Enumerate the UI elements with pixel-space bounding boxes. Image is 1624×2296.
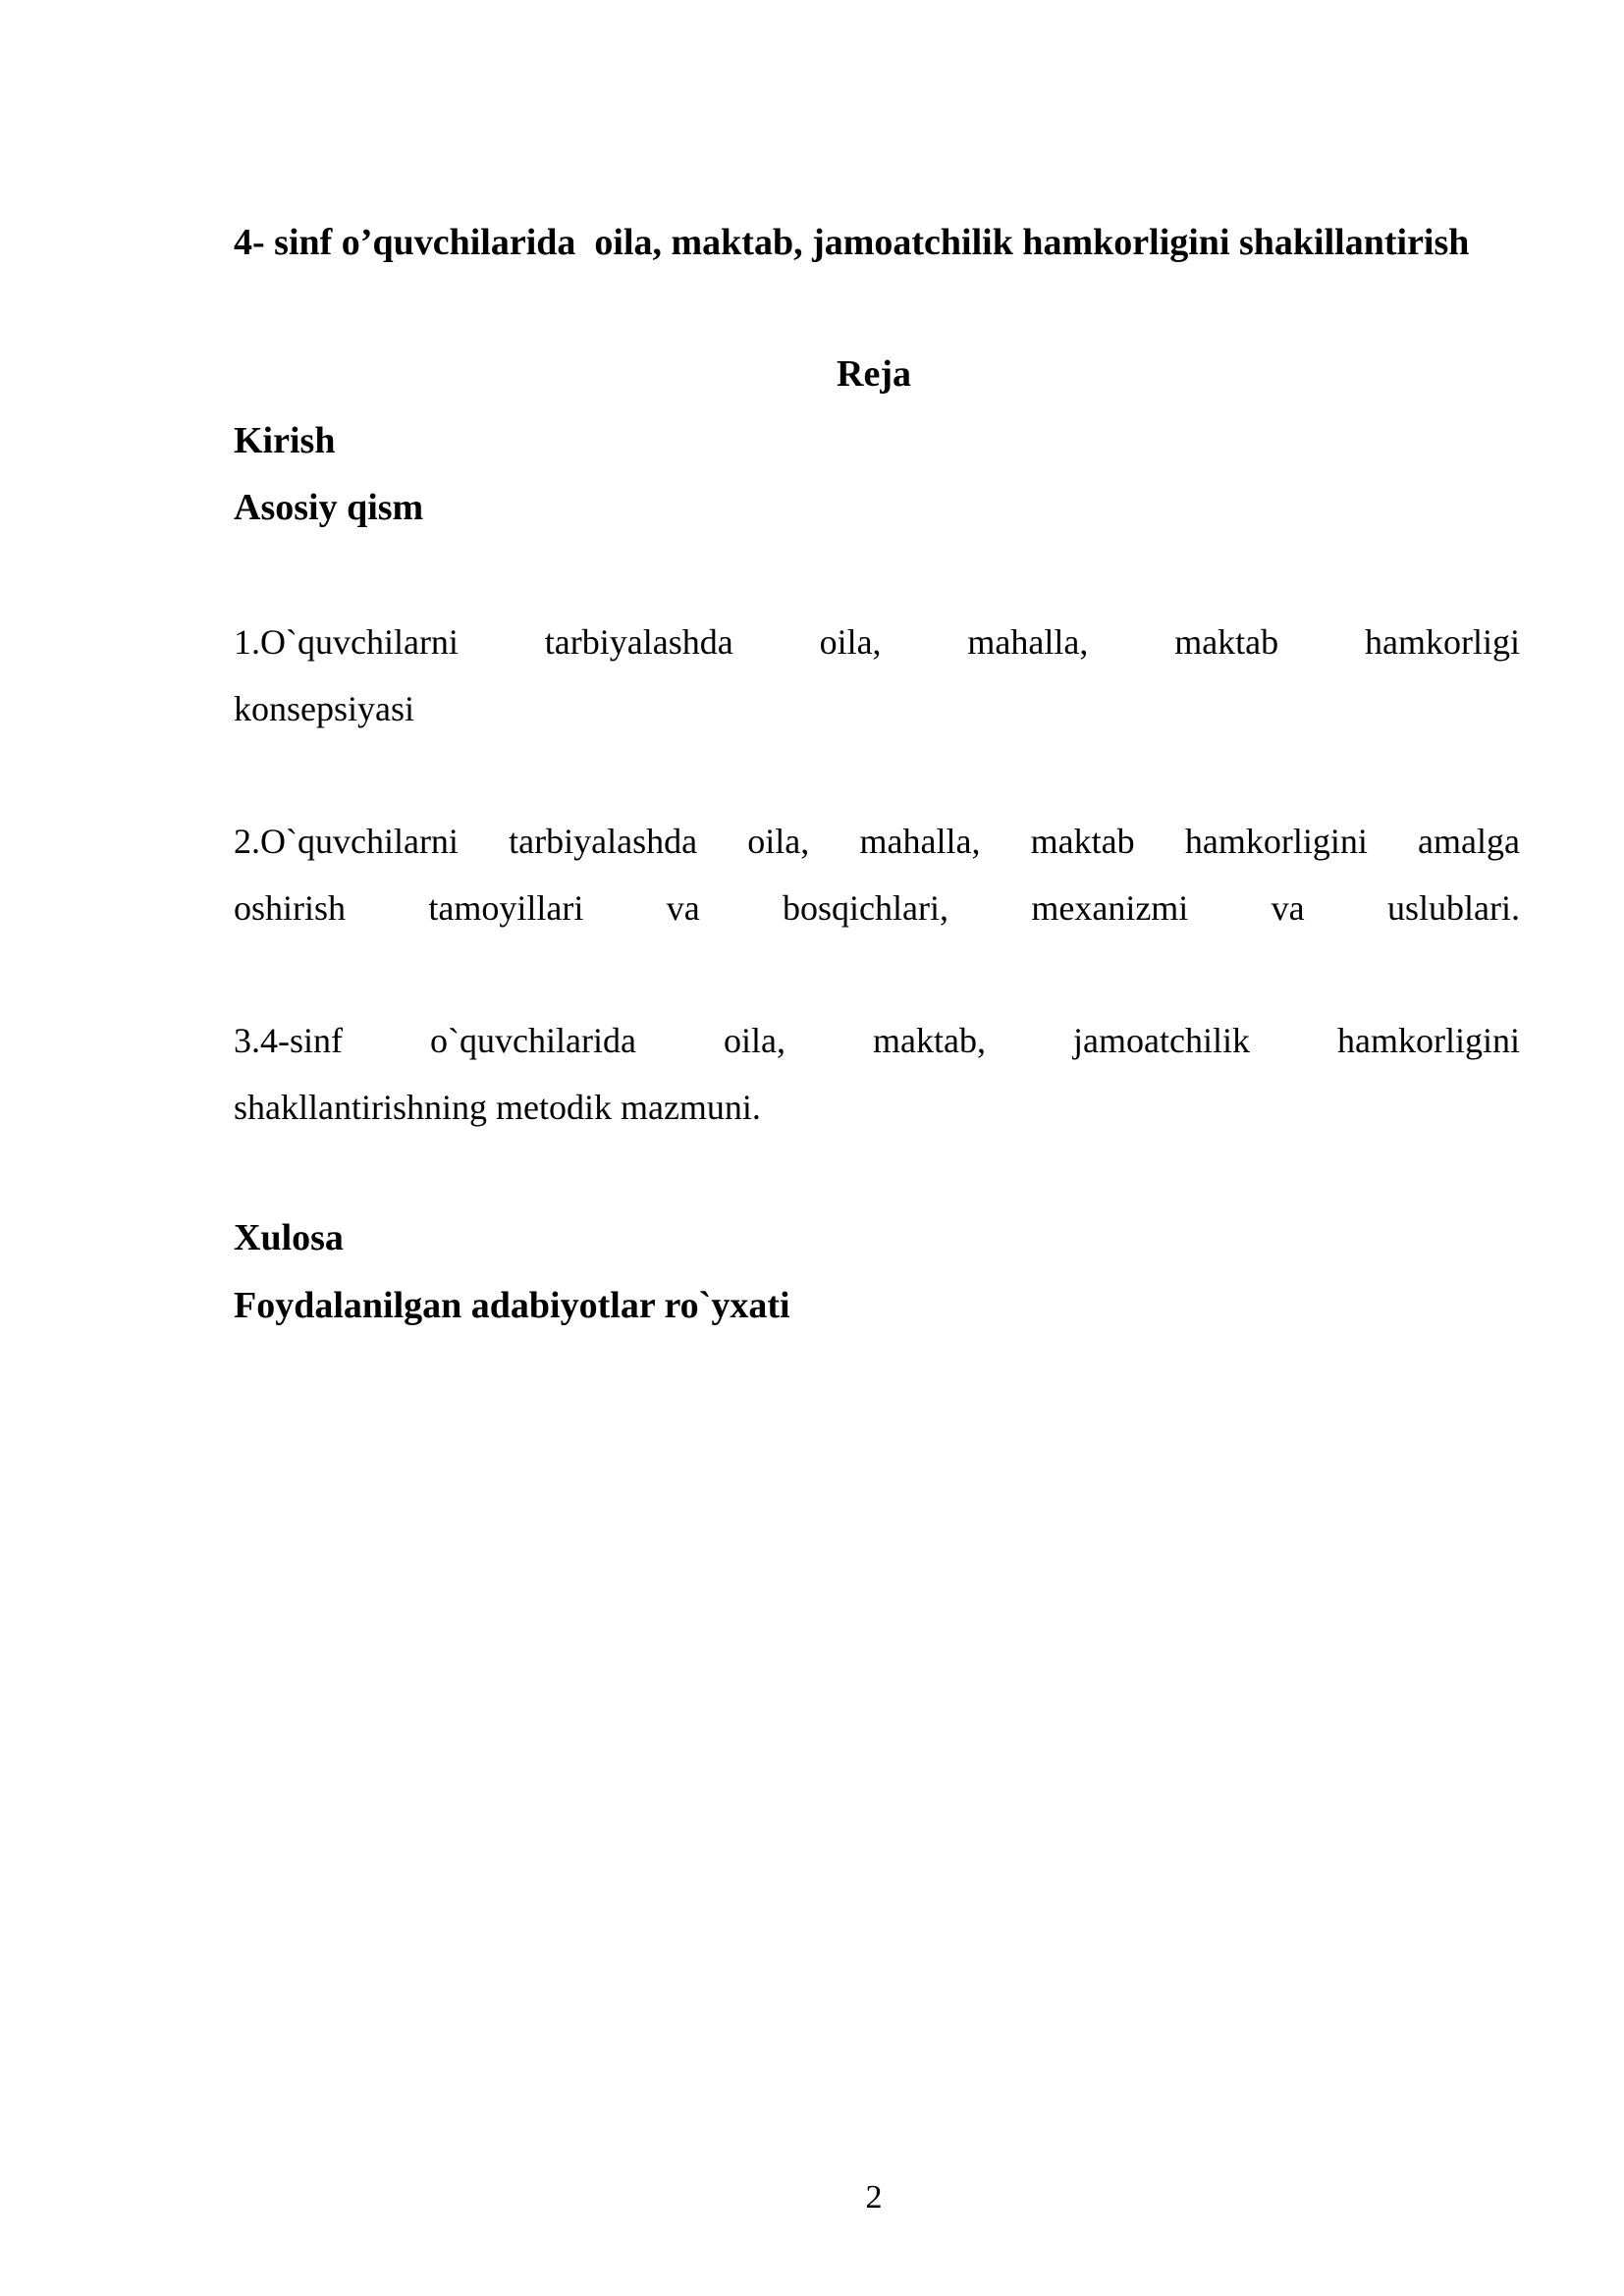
plan-item-1 (234, 609, 1520, 742)
plan-item-2 (234, 808, 1520, 941)
document-title: 4- sinf o’quvchilarida oila, maktab, jamoatchilik hamkorligini shakillantirish (234, 222, 1470, 263)
plan-item-3-line-2: shakllantirishning metodik mazmuni. (234, 1088, 761, 1127)
plan-item-1-line-2: konsepsiyasi (234, 689, 414, 728)
plan-item-3 (234, 1007, 1520, 1141)
plan-item-2-line-2: oshirish tamoyillari va bosqichlari, mexanizmi va uslublari. (234, 888, 1520, 928)
intro-heading: Kirish (234, 420, 336, 461)
plan-heading: Reja (837, 353, 911, 395)
main-part-heading: Asosiy qism (234, 487, 424, 528)
references-heading: Foydalanilgan adabiyotlar ro`yxati (234, 1285, 790, 1326)
conclusion-heading: Xulosa (234, 1217, 344, 1258)
plan-item-1-line-1: 1.O`quvchilarni tarbiyalashda oila, mahalla, maktab hamkorligi (234, 622, 1520, 662)
plan-item-2-line-1: 2.O`quvchilarni tarbiyalashda oila, mahalla, maktab hamkorligini amalga (234, 822, 1520, 861)
page-number: 2 (865, 2179, 883, 2216)
plan-item-3-line-1: 3.4-sinf o`quvchilarida oila, maktab, jamoatchilik hamkorligini (234, 1021, 1520, 1060)
